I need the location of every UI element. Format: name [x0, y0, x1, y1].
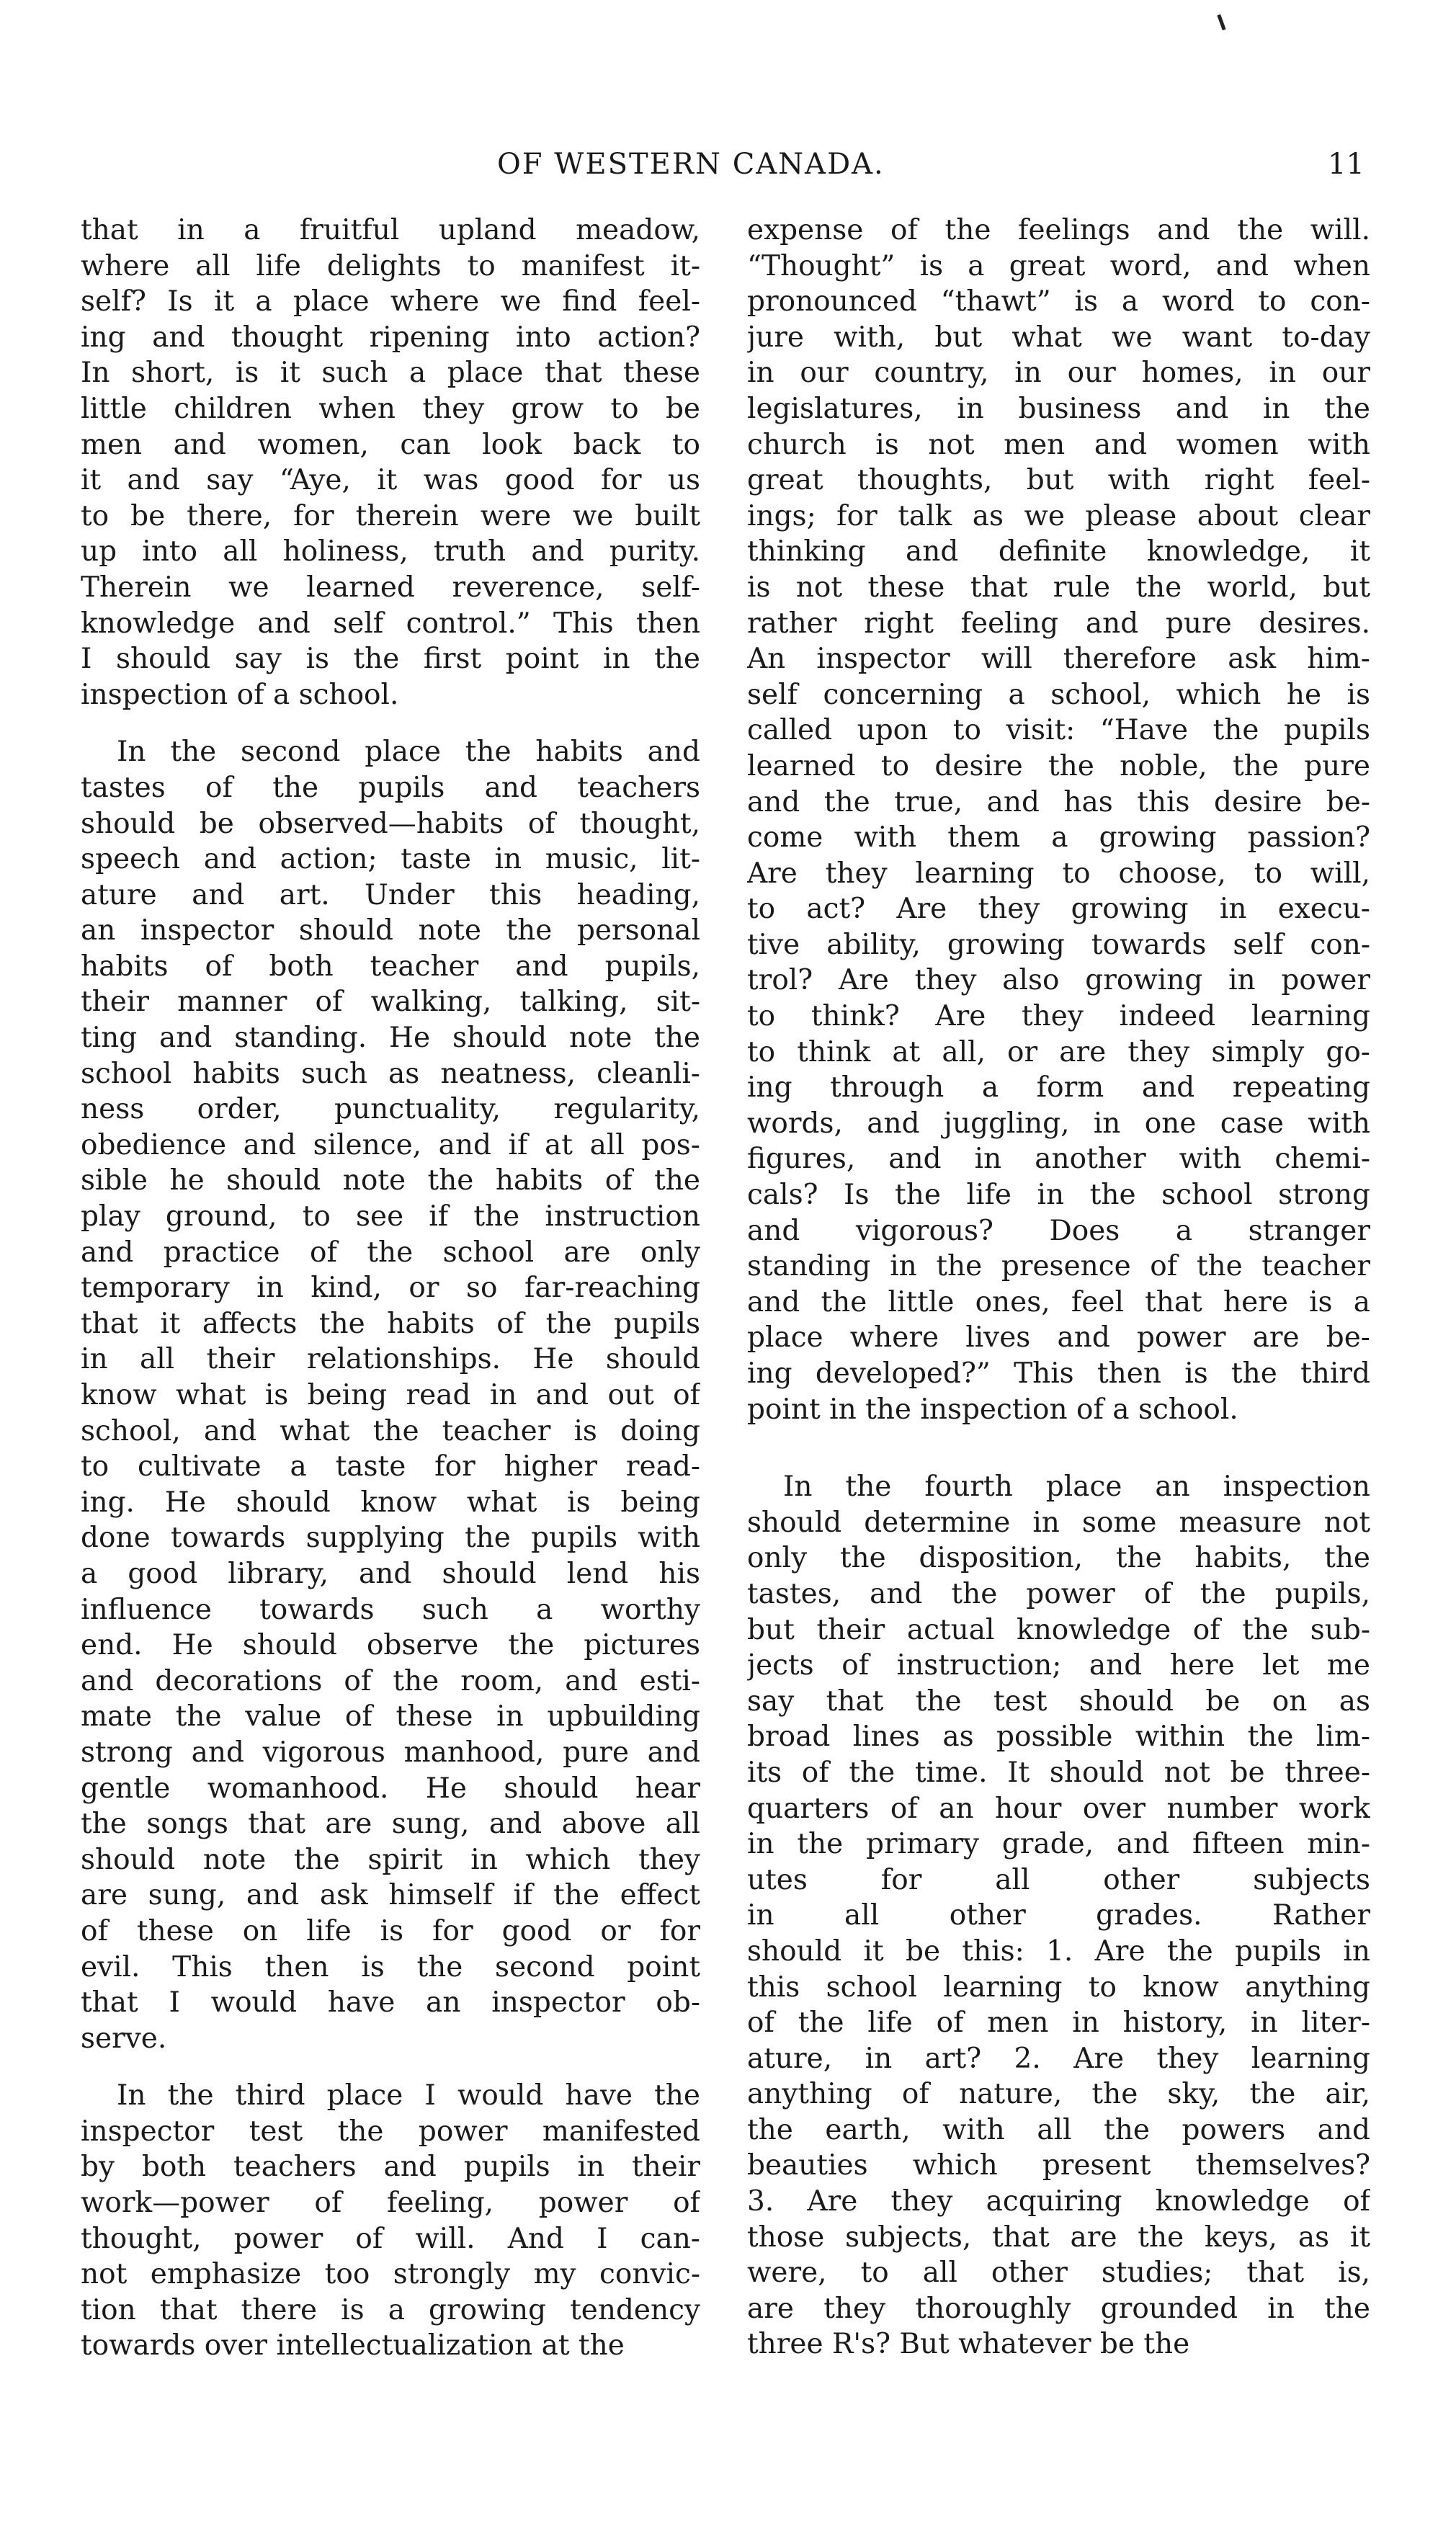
text-line: obedience and silence, and if at all pos- — [81, 1128, 700, 1161]
text-line: In short, is it such a place that these — [81, 357, 700, 390]
text-line: where all life delights to manifest it- — [81, 249, 700, 282]
text-line: say that the test should be on as — [747, 1684, 1370, 1718]
text-line: in all other grades. Rather — [747, 1899, 1370, 1932]
paragraph-gap — [81, 2056, 700, 2078]
text-line: ing. He should know what is being — [81, 1486, 700, 1519]
text-line: mate the value of these in upbuilding — [81, 1700, 700, 1733]
text-line: the songs that are sung, and above all — [81, 1808, 700, 1841]
text-line: their manner of walking, talking, sit- — [81, 986, 700, 1019]
text-line: but their actual knowledge of the sub- — [747, 1613, 1370, 1646]
page-number: 11 — [1328, 148, 1365, 181]
text-line: were, to all other studies; that is, — [747, 2257, 1370, 2290]
text-line: its of the time. It should not be three- — [747, 1756, 1370, 1789]
text-line: I should say is the first point in the — [81, 643, 700, 676]
text-line: and decorations of the room, and esti- — [81, 1664, 700, 1697]
text-line: only the disposition, the habits, the — [747, 1542, 1370, 1575]
text-line: are they thoroughly grounded in the — [747, 2292, 1370, 2325]
text-line: sible he should note the habits of the — [81, 1164, 700, 1197]
text-line: and vigorous? Does a stranger — [747, 1214, 1370, 1247]
text-line: are sung, and ask himself if the effect — [81, 1879, 700, 1912]
text-line: to be there, for therein were we built — [81, 499, 700, 532]
text-line: in the primary grade, and fifteen min- — [747, 1828, 1370, 1861]
text-line: ing through a form and repeating — [747, 1071, 1370, 1104]
text-line: work—power of feeling, power of — [81, 2187, 700, 2220]
text-line: called upon to visit: “Have the pupils — [747, 714, 1370, 747]
text-line: jects of instruction; and here let me — [747, 1649, 1370, 1682]
text-line: In the fourth place an inspection — [783, 1470, 1370, 1504]
text-line: gentle womanhood. He should hear — [81, 1772, 700, 1805]
text-line: and the little ones, feel that here is a — [747, 1285, 1370, 1318]
text-line: words, and juggling, in one case with — [747, 1107, 1370, 1140]
text-line: trol? Are they also growing in power — [747, 964, 1370, 997]
text-line: Therein we learned reverence, self- — [81, 571, 700, 604]
text-line: ness order, punctuality, regularity, — [81, 1093, 700, 1126]
paragraph-gap — [747, 1427, 1370, 1469]
text-line: should note the spirit in which they — [81, 1843, 700, 1876]
text-line: not emphasize too strongly my convic- — [81, 2258, 700, 2291]
text-line: expense of the feelings and the will. — [747, 214, 1370, 246]
text-line: tastes of the pupils and teachers — [81, 771, 700, 804]
text-line: to act? Are they growing in execu- — [747, 893, 1370, 926]
text-line: anything of nature, the sky, the air, — [747, 2078, 1370, 2111]
text-line: up into all holiness, truth and purity. — [81, 535, 700, 568]
text-line: men and women, can look back to — [81, 428, 700, 461]
text-line: rather right feeling and pure desires. — [747, 607, 1370, 640]
text-line: that I would have an inspector ob- — [81, 1986, 700, 2020]
text-line: ing and thought ripening into action? — [81, 321, 700, 354]
text-line: self? Is it a place where we find feel- — [81, 285, 700, 318]
text-line: jure with, but what we want to-day — [747, 321, 1370, 354]
text-line: figures, and in another with chemi- — [747, 1143, 1370, 1176]
running-head: OF WESTERN CANADA. — [497, 148, 885, 181]
text-line: habits of both teacher and pupils, — [81, 950, 700, 983]
text-line: a good library, and should lend his — [81, 1557, 700, 1590]
text-line: In the second place the habits and — [117, 736, 700, 769]
text-line: should it be this: 1. Are the pupils in — [747, 1934, 1370, 1968]
text-line: the earth, with all the powers and — [747, 2113, 1370, 2146]
text-line: come with them a growing passion? — [747, 821, 1370, 854]
left-column — [81, 213, 700, 2364]
text-line: inspection of a school. — [81, 678, 399, 711]
text-line: pronounced “thawt” is a word to con- — [747, 285, 1370, 318]
text-line: tion that there is a growing tendency — [81, 2293, 700, 2326]
text-line: play ground, to see if the instruction — [81, 1200, 700, 1233]
text-line: serve. — [81, 2022, 167, 2055]
text-line: school habits such as neatness, cleanli- — [81, 1057, 700, 1090]
text-line: should be observed—habits of thought, — [81, 807, 700, 840]
text-line: ings; for talk as we please about clear — [747, 499, 1370, 532]
text-line: and the true, and has this desire be- — [747, 785, 1370, 818]
text-line: thought, power of will. And I can- — [81, 2222, 700, 2255]
text-line: “Thought” is a great word, and when — [747, 249, 1370, 282]
text-line: should determine in some measure not — [747, 1506, 1370, 1539]
text-line: learned to desire the noble, the pure — [747, 749, 1370, 782]
text-line: those subjects, that are the keys, as it — [747, 2221, 1370, 2254]
text-line: by both teachers and pupils in their — [81, 2151, 700, 2184]
text-line: know what is being read in and out of — [81, 1379, 700, 1411]
text-line: in all their relationships. He should — [81, 1343, 700, 1376]
text-line: church is not men and women with — [747, 428, 1370, 461]
text-line: quarters of an hour over number work — [747, 1792, 1370, 1825]
text-line: that in a fruitful upland meadow, — [81, 214, 700, 246]
text-line: knowledge and self control.” This then — [81, 607, 700, 640]
paragraph-gap — [81, 713, 700, 734]
text-line: that it affects the habits of the pupils — [81, 1307, 700, 1340]
text-line: influence towards such a worthy — [81, 1593, 700, 1626]
text-line: great thoughts, but with right feel- — [747, 464, 1370, 497]
text-line: school, and what the teacher is doing — [81, 1414, 700, 1447]
text-line: ting and standing. He should note the — [81, 1022, 700, 1055]
text-line: and practice of the school are only — [81, 1236, 700, 1269]
text-line: to think at all, or are they simply go- — [747, 1035, 1370, 1068]
text-line: to cultivate a taste for higher read- — [81, 1450, 700, 1483]
text-line: in our country, in our homes, in our — [747, 357, 1370, 390]
text-line: utes for all other subjects — [747, 1863, 1370, 1896]
text-line: this school learning to know anything — [747, 1971, 1370, 2004]
text-line: cals? Is the life in the school strong — [747, 1179, 1370, 1212]
paragraph — [81, 213, 700, 713]
text-line: place where lives and power are be- — [747, 1321, 1370, 1355]
text-line: to think? Are they indeed learning — [747, 1000, 1370, 1033]
paragraph — [747, 1469, 1370, 2362]
text-line: legislatures, in business and in the — [747, 392, 1370, 425]
text-line: evil. This then is the second point — [81, 1950, 700, 1983]
text-line: it and say “Aye, it was good for us — [81, 464, 700, 497]
text-line: an inspector should note the personal — [81, 914, 700, 947]
paragraph — [81, 734, 700, 2056]
text-line: An inspector will therefore ask him- — [747, 643, 1370, 676]
text-line: standing in the presence of the teacher — [747, 1250, 1370, 1283]
text-line: towards over intellectualization at the — [81, 2329, 625, 2362]
text-line: of these on life is for good or for — [81, 1914, 700, 1947]
text-line: point in the inspection of a school. — [747, 1393, 1238, 1426]
text-line: ing developed?” This then is the third — [747, 1357, 1370, 1390]
paragraph — [81, 2078, 700, 2364]
text-line: thinking and definite knowledge, it — [747, 535, 1370, 568]
paragraph — [747, 213, 1370, 1427]
text-line: temporary in kind, or so far-reaching — [81, 1272, 700, 1305]
right-column — [747, 213, 1370, 2362]
text-line: 3. Are they acquiring knowledge of — [747, 2185, 1370, 2218]
text-line: end. He should observe the pictures — [81, 1629, 700, 1662]
text-line: inspector test the power manifested — [81, 2115, 700, 2148]
text-line: broad lines as possible within the lim- — [747, 1721, 1370, 1754]
text-line: three R's? But whatever be the — [747, 2328, 1190, 2361]
text-line: Are they learning to choose, to will, — [747, 857, 1370, 890]
text-line: speech and action; taste in music, lit- — [81, 843, 700, 876]
text-line: of the life of men in history, in liter- — [747, 2007, 1370, 2040]
text-line: done towards supplying the pupils with — [81, 1522, 700, 1555]
text-line: ature and art. Under this heading, — [81, 878, 700, 911]
text-line: ature, in art? 2. Are they learning — [747, 2042, 1370, 2075]
text-line: beauties which present themselves? — [747, 2149, 1370, 2182]
text-line: self concerning a school, which he is — [747, 678, 1370, 711]
text-line: is not these that rule the world, but — [747, 571, 1370, 604]
text-line: In the third place I would have the — [117, 2079, 700, 2112]
text-line: little children when they grow to be — [81, 392, 700, 425]
text-line: tastes, and the power of the pupils, — [747, 1577, 1370, 1610]
text-line: strong and vigorous manhood, pure and — [81, 1736, 700, 1769]
stray-ink-mark — [1217, 14, 1225, 30]
text-line: tive ability, growing towards self con- — [747, 928, 1370, 961]
